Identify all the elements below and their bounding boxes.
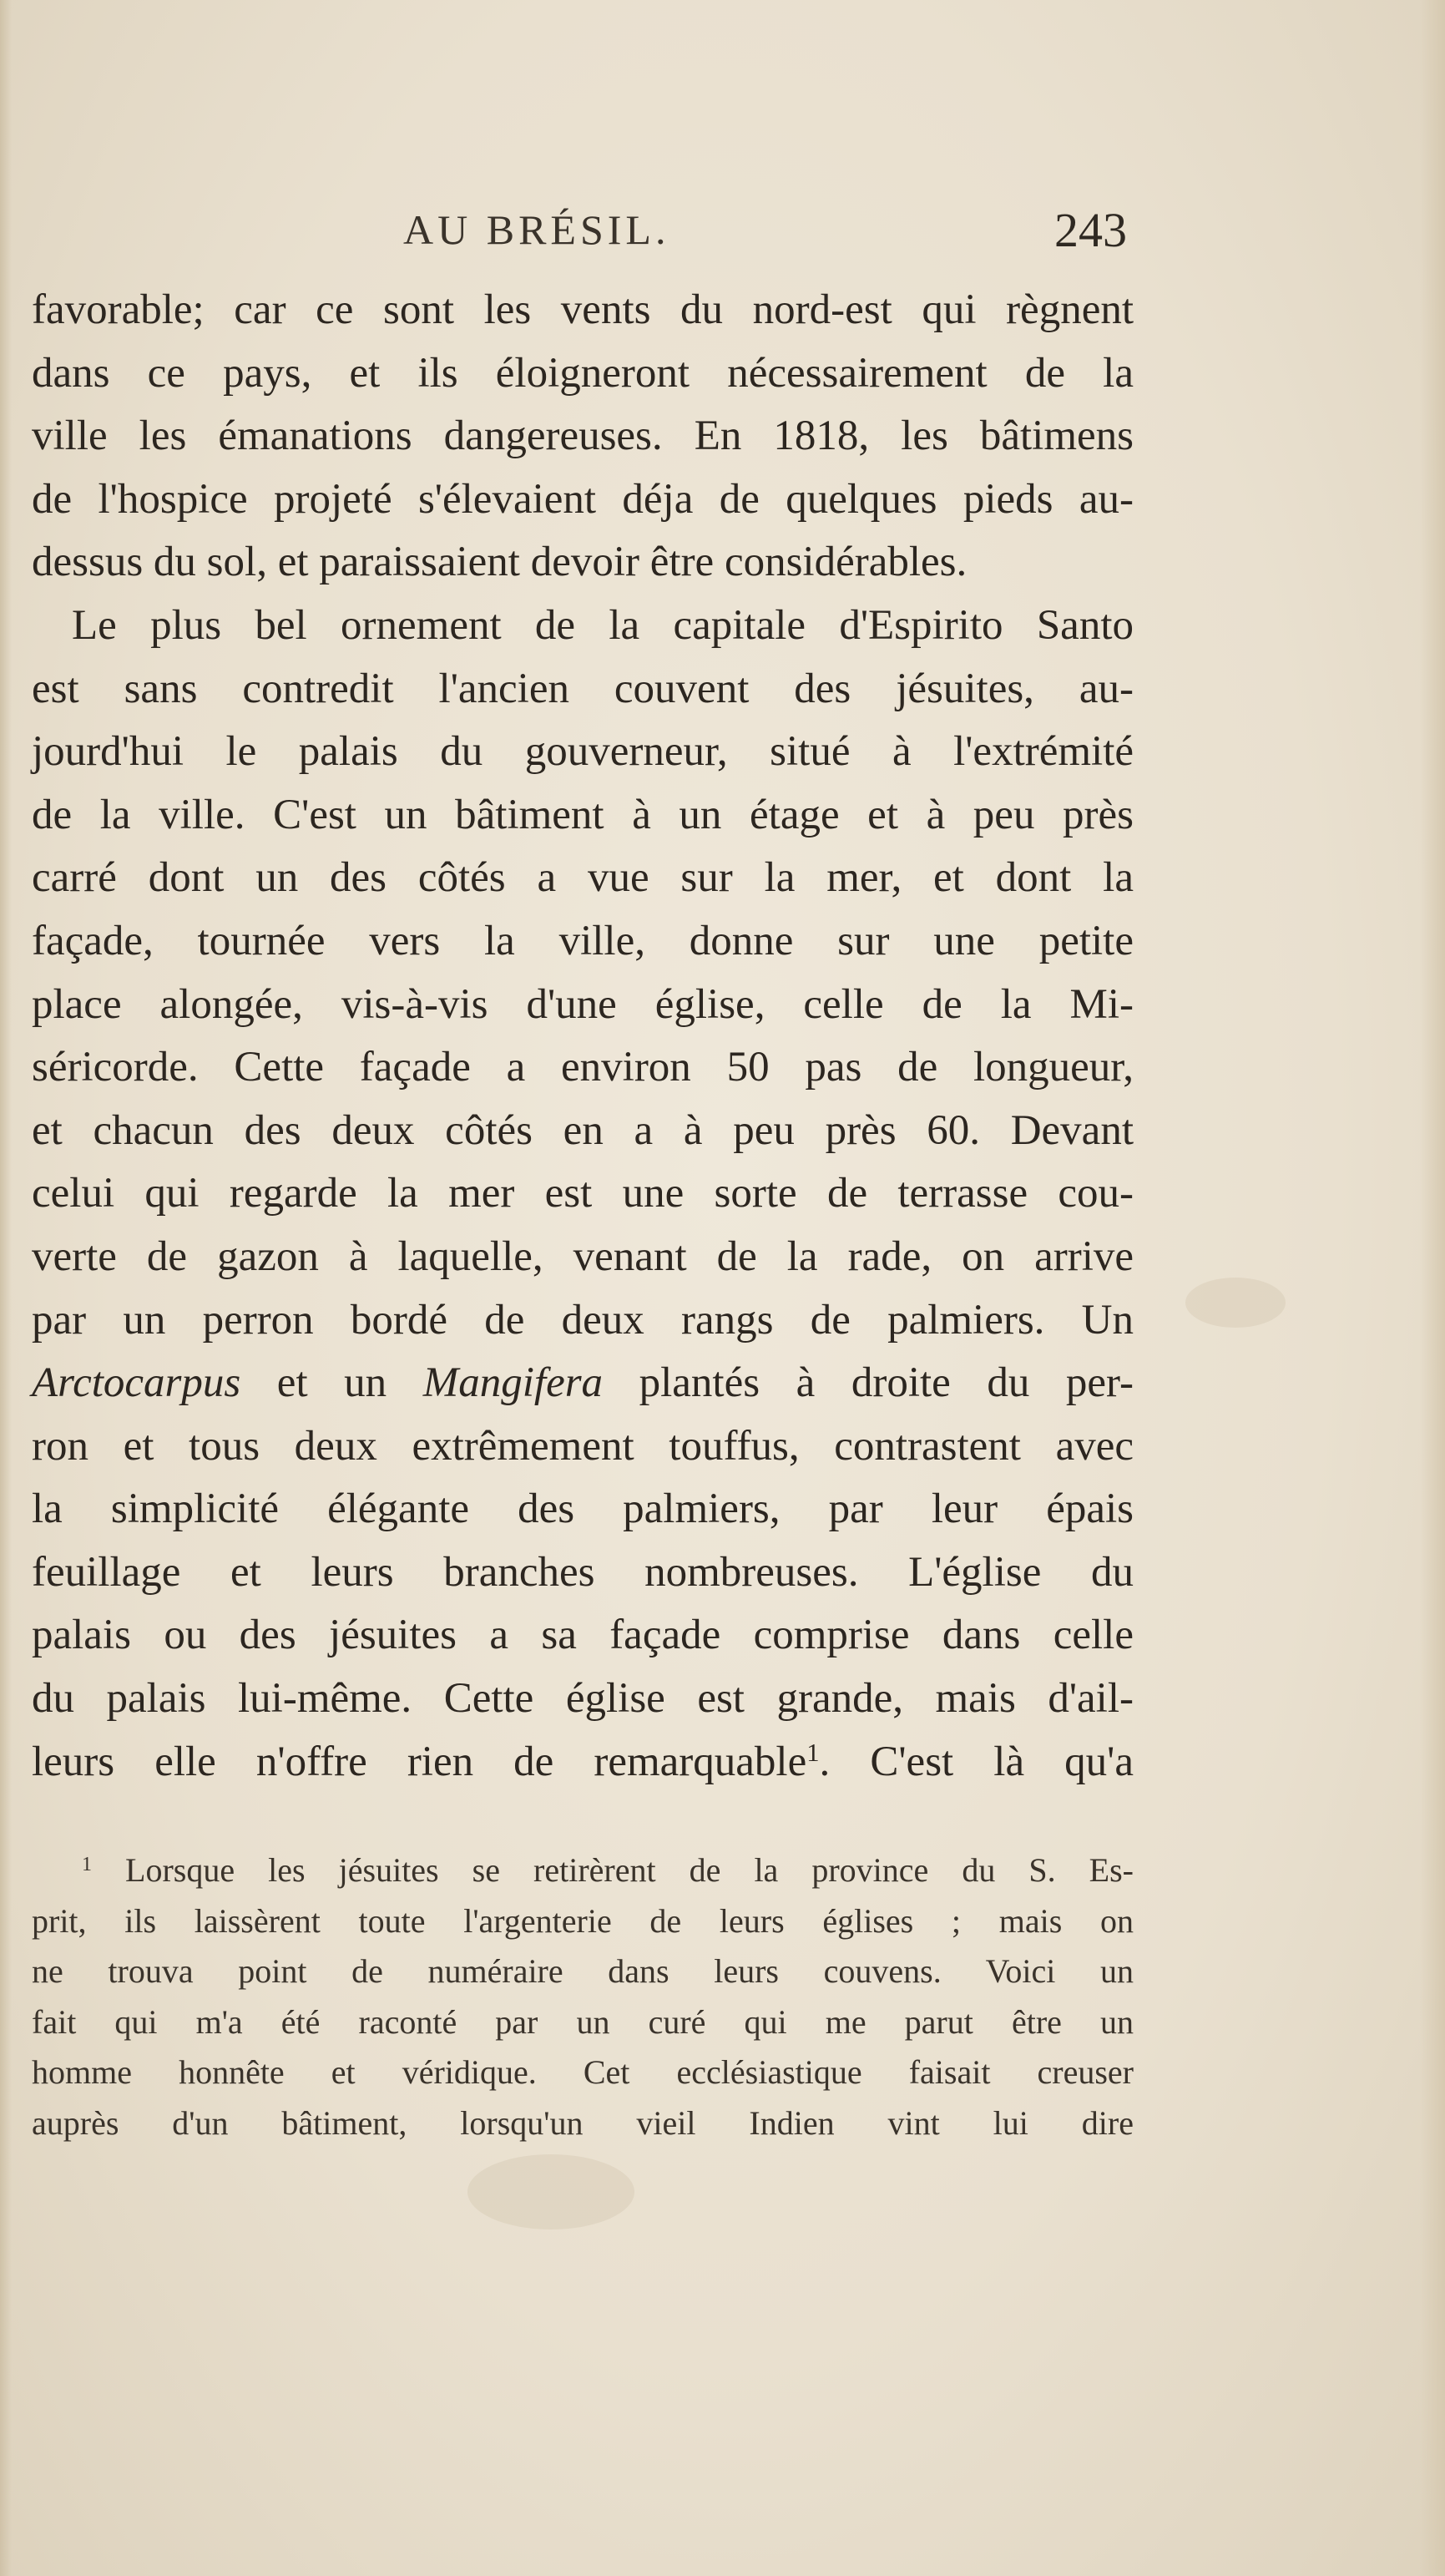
text-fragment: Lorsque les jésuites se retirèrent de la province du S. Es- — [92, 1851, 1134, 1889]
paper-stain — [1185, 1278, 1286, 1328]
text-line: séricorde. Cette façade a environ 50 pas de longueur, — [32, 1044, 1134, 1091]
text-line: de l'hospice projeté s'élevaient déja de quelques pieds au- — [32, 475, 1134, 523]
text-line: celui qui regarde la mer est une sorte de terrasse cou- — [32, 1170, 1134, 1217]
text-fragment: . C'est là qu'a — [819, 1738, 1134, 1785]
italic-term: Mangifera — [422, 1359, 604, 1407]
text-line: carré dont un des côtés a vue sur la mer, et dont la — [32, 854, 1134, 902]
footnote-line: auprès d'un bâtiment, lorsqu'un vieil Indien vint lui dire — [32, 2103, 1134, 2142]
text-line: et chacun des deux côtés en a à peu près 60. Devant — [32, 1106, 1134, 1154]
footnote-marker: 1 — [82, 1853, 92, 1875]
text-line-with-note — [32, 1731, 1134, 1794]
text-line: feuillage et leurs branches nombreuses. L'église du — [32, 1548, 1134, 1596]
footnote-line: ne trouva point de numéraire dans leurs couvens. Voici un — [32, 1952, 1134, 1991]
text-line: façade, tournée vers la ville, donne sur une petite — [32, 917, 1134, 964]
text-line: dessus du sol, et paraissaient devoir être considérables. — [32, 539, 968, 586]
text-line: dans ce pays, et ils éloigneront nécessairement de la — [32, 349, 1134, 397]
page-header — [32, 197, 1134, 272]
running-title: AU BRÉSIL. — [403, 206, 670, 253]
footnote-line: fait qui m'a été raconté par un curé qui me parut être un — [32, 2002, 1134, 2041]
text-line: verte de gazon à laquelle, venant de la rade, on arrive — [32, 1232, 1134, 1280]
text-line: est sans contredit l'ancien couvent des jésuites, au- — [32, 665, 1134, 712]
text-line: jourd'hui le palais du gouverneur, situé à l'extrémité — [32, 728, 1134, 776]
text-line: par un perron bordé de deux rangs de palmiers. Un — [32, 1296, 1134, 1344]
text-line: de la ville. C'est un bâtiment à un étage et à peu près — [32, 791, 1134, 838]
page-left-edge — [0, 0, 12, 2576]
page-right-edge — [1420, 0, 1445, 2576]
footnote-reference[interactable]: 1 — [806, 1738, 820, 1767]
text-line-with-italics — [32, 1352, 1134, 1415]
text-line: la simplicité élégante des palmiers, par leur épais — [32, 1485, 1134, 1533]
footnote-line: homme honnête et véridique. Cet ecclésiastique faisait creuser — [32, 2053, 1134, 2092]
text-line: ron et tous deux extrêmement touffus, contrastent avec — [32, 1422, 1134, 1470]
text-line: favorable; car ce sont les vents du nord-est qui règnent — [32, 286, 1134, 333]
footnote-line — [32, 1845, 1134, 1896]
text-line: palais ou des jésuites a sa façade comprise dans celle — [32, 1612, 1134, 1659]
text-fragment: leurs elle n'offre rien de remarquable — [32, 1738, 807, 1785]
footnote-block — [32, 1845, 1134, 2149]
body-text — [32, 279, 1134, 1794]
text-line: du palais lui-même. Cette église est grande, mais d'ail- — [32, 1675, 1134, 1723]
paper-stain — [467, 2154, 634, 2229]
page-number: 243 — [1054, 203, 1127, 257]
footnote-line: prit, ils laissèrent toute l'argenterie de leurs églises ; mais on — [32, 1901, 1134, 1940]
text-fragment: et un — [240, 1359, 423, 1407]
text-line: place alongée, vis-à-vis d'une église, celle de la Mi- — [32, 980, 1134, 1028]
text-fragment: plantés à droite du per- — [603, 1359, 1134, 1407]
text-line: ville les émanations dangereuses. En 1818, les bâtimens — [32, 412, 1134, 460]
italic-term: Arctocarpus — [32, 1359, 241, 1407]
text-line: Le plus bel ornement de la capitale d'Espirito Santo — [72, 601, 1134, 649]
